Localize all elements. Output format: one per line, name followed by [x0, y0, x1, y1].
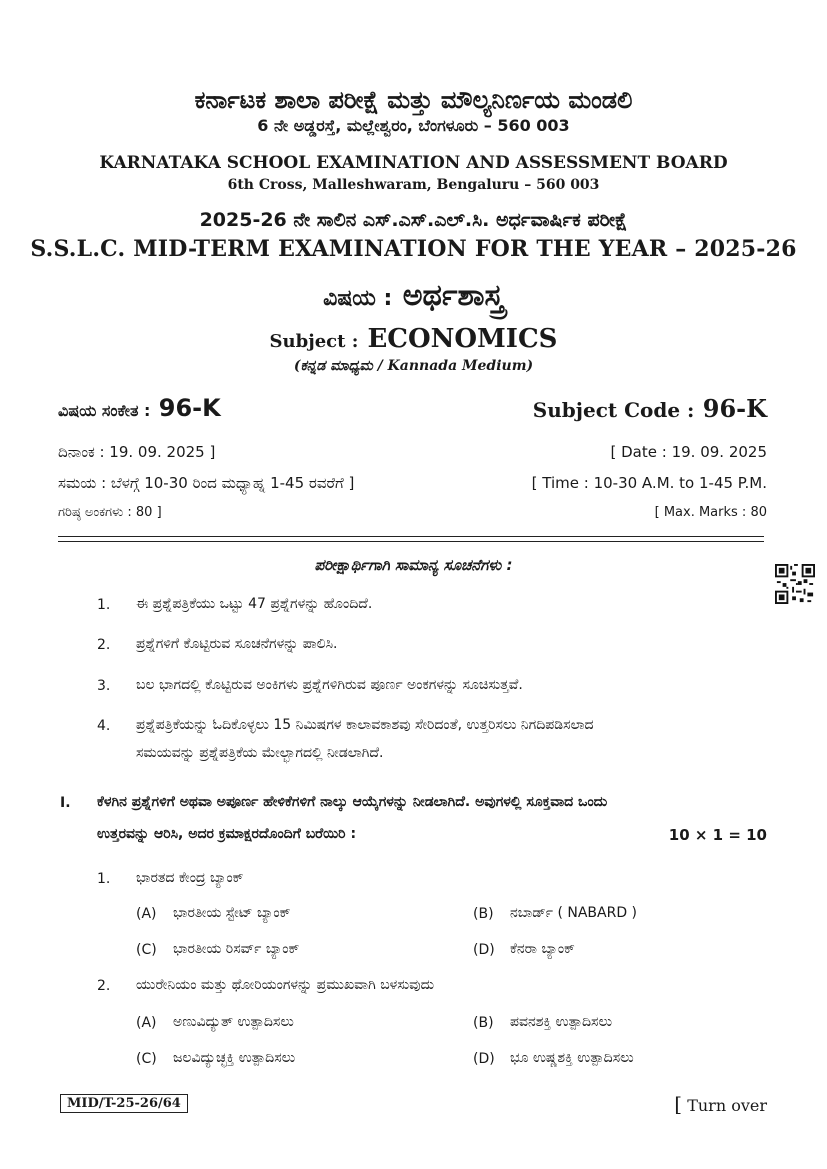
- option-label: (B): [473, 1015, 494, 1031]
- marks-kannada: ಗರಿಷ್ಠ ಅಂಕಗಳು : 80 ]: [58, 505, 162, 520]
- subject-code-value-kannada: 96-K: [158, 394, 221, 422]
- instruction-number: 3.: [97, 678, 111, 694]
- subject-english: [0, 324, 827, 354]
- paper-code: MID/T-25-26/64: [60, 1094, 188, 1113]
- section-instruction-line2: ಉತ್ತರವನ್ನು ಆರಿಸಿ, ಅದರ ಕ್ರಮಾಕ್ಷರದೊಂದಿಗೆ ಬರೆಯಿರಿ :: [97, 826, 357, 842]
- turn-over-text: Turn over: [687, 1096, 767, 1115]
- section-marks: 10 × 1 = 10: [668, 826, 767, 844]
- option-text: ಕೆನರಾ ಬ್ಯಾಂಕ್: [510, 941, 575, 957]
- option-text: ಭೂ ಉಷ್ಣಶಕ್ತಿ ಉತ್ಪಾದಿಸಲು: [510, 1050, 634, 1066]
- subject-label-kannada: ವಿಷಯ :: [323, 286, 393, 311]
- option-label: (C): [136, 1051, 157, 1067]
- instruction-text-continued: ಸಮಯವನ್ನು ಪ್ರಶ್ನೆಪತ್ರಿಕೆಯ ಮೇಲ್ಭಾಗದಲ್ಲಿ ನೀಡಲಾಗಿದೆ.: [136, 745, 384, 761]
- option-text: ಅಣುವಿದ್ಯುತ್ ಉತ್ಪಾದಿಸಲು: [173, 1014, 294, 1030]
- subject-label-english: Subject :: [269, 331, 359, 352]
- option-label: (D): [473, 942, 495, 958]
- date-kannada: ದಿನಾಂಕ : 19. 09. 2025 ]: [58, 443, 216, 461]
- turn-over-bracket: [: [674, 1092, 683, 1116]
- option-text: ಜಲವಿದ್ಯುಚ್ಛಕ್ತಿ ಉತ್ಪಾದಿಸಲು: [173, 1050, 296, 1066]
- option-label: (C): [136, 942, 157, 958]
- option-label: (B): [473, 906, 494, 922]
- time-kannada: ಸಮಯ : ಬೆಳಗ್ಗೆ 10-30 ರಿಂದ ಮಧ್ಯಾಹ್ನ 1-45 ರವರೆಗೆ ]: [58, 474, 355, 492]
- section-instruction-line1: ಕೆಳಗಿನ ಪ್ರಶ್ನೆಗಳಿಗೆ ಅಥವಾ ಅಪೂರ್ಣ ಹೇಳಿಕೆಗಳಿಗೆ ನಾಲ್ಕು ಆಯ್ಕೆಗಳನ್ನು ನೀಡಲಾಗಿದೆ. ಅವುಗಳಲ್ಲಿ ಸೂಕ್ತವಾದ ಒಂದು: [97, 794, 608, 810]
- question-text: ಭಾರತದ ಕೇಂದ್ರ ಬ್ಯಾಂಕ್: [136, 870, 244, 886]
- option-text: ನಬಾರ್ಡ್ ( NABARD ): [510, 905, 638, 921]
- marks-english: [ Max. Marks : 80: [654, 505, 767, 520]
- address-english: 6th Cross, Malleshwaram, Bengaluru – 560 003: [227, 177, 600, 193]
- exam-title-kannada: 2025-26 ನೇ ಸಾಲಿನ ಎಸ್.ಎಸ್.ಎಲ್.ಸಿ. ಅರ್ಧವಾರ್ಷಿಕ ಪರೀಕ್ಷೆ: [199, 209, 628, 231]
- option-text: ಪವನಶಕ್ತಿ ಉತ್ಪಾದಿಸಲು: [510, 1014, 613, 1030]
- option-label: (D): [473, 1051, 495, 1067]
- instruction-text: ಈ ಪ್ರಶ್ನೆಪತ್ರಿಕೆಯು ಒಟ್ಟು 47 ಪ್ರಶ್ನೆಗಳನ್ನು ಹೊಂದಿದೆ.: [136, 596, 373, 612]
- subject-code-kannada: [58, 394, 221, 422]
- divider-line-top: [58, 536, 764, 537]
- instruction-text: ಬಲ ಭಾಗದಲ್ಲಿ ಕೊಟ್ಟಿರುವ ಅಂಕಿಗಳು ಪ್ರಶ್ನೆಗಳಿಗಿರುವ ಪೂರ್ಣ ಅಂಕಗಳನ್ನು ಸೂಚಿಸುತ್ತವೆ.: [136, 677, 523, 693]
- subject-code-value-english: 96-K: [702, 394, 767, 423]
- instruction-text: ಪ್ರಶ್ನೆಪತ್ರಿಕೆಯನ್ನು ಓದಿಕೊಳ್ಳಲು 15 ನಿಮಿಷಗಳ ಕಾಲಾವಕಾಶವು ಸೇರಿದಂತೆ, ಉತ್ತರಿಸಲು ನಿಗದಿಪಡಿಸಲಾದ: [136, 717, 594, 733]
- subject-code-label-kannada: ವಿಷಯ ಸಂಕೇತ :: [58, 401, 151, 420]
- time-english: [ Time : 10-30 A.M. to 1-45 P.M.: [531, 474, 767, 492]
- instruction-number: 1.: [97, 597, 111, 613]
- option-text: ಭಾರತೀಯ ರಿಸರ್ವ್ ಬ್ಯಾಂಕ್: [173, 941, 300, 957]
- question-number: 1.: [97, 871, 111, 887]
- exam-title-english: S.S.L.C. MID-TERM EXAMINATION FOR THE YEAR – 2025-26: [30, 236, 797, 262]
- subject-code-english: [533, 394, 767, 423]
- board-name-english: KARNATAKA SCHOOL EXAMINATION AND ASSESSMENT BOARD: [99, 153, 728, 173]
- board-name-kannada: ಕರ್ನಾಟಕ ಶಾಲಾ ಪರೀಕ್ಷೆ ಮತ್ತು ಮೌಲ್ಯನಿರ್ಣಯ ಮಂಡಲಿ: [194, 86, 633, 114]
- address-kannada: 6 ನೇ ಅಡ್ಡರಸ್ತೆ, ಮಲ್ಲೇಶ್ವರಂ, ಬೆಂಗಳೂರು – 560 003: [257, 116, 570, 135]
- turn-over-label: [674, 1092, 767, 1116]
- subject-code-label-english: Subject Code :: [532, 398, 695, 422]
- section-number: I.: [60, 795, 71, 811]
- subject-name-english: ECONOMICS: [367, 324, 558, 354]
- medium-label: (ಕನ್ನಡ ಮಾಧ್ಯಮ / Kannada Medium): [293, 358, 534, 374]
- instruction-number: 4.: [97, 718, 111, 734]
- date-english: [ Date : 19. 09. 2025: [610, 443, 767, 461]
- instructions-title: ಪರೀಕ್ಷಾರ್ಥಿಗಾಗಿ ಸಾಮಾನ್ಯ ಸೂಚನೆಗಳು :: [314, 556, 513, 574]
- option-label: (A): [136, 1015, 157, 1031]
- question-text: ಯುರೇನಿಯಂ ಮತ್ತು ಥೋರಿಯಂಗಳನ್ನು ಪ್ರಮುಖವಾಗಿ ಬಳಸುವುದು: [136, 977, 435, 993]
- subject-name-kannada: ಅರ್ಥಶಾಸ್ತ್ರ: [402, 278, 504, 313]
- instruction-number: 2.: [97, 637, 111, 653]
- instruction-text: ಪ್ರಶ್ನೆಗಳಿಗೆ ಕೊಟ್ಟಿರುವ ಸೂಚನೆಗಳನ್ನು ಪಾಲಿಸಿ.: [136, 636, 338, 652]
- question-number: 2.: [97, 978, 111, 994]
- subject-kannada: [0, 278, 827, 313]
- divider-line-bottom: [58, 541, 764, 542]
- option-text: ಭಾರತೀಯ ಸ್ಟೇಟ್ ಬ್ಯಾಂಕ್: [173, 905, 291, 921]
- option-label: (A): [136, 906, 157, 922]
